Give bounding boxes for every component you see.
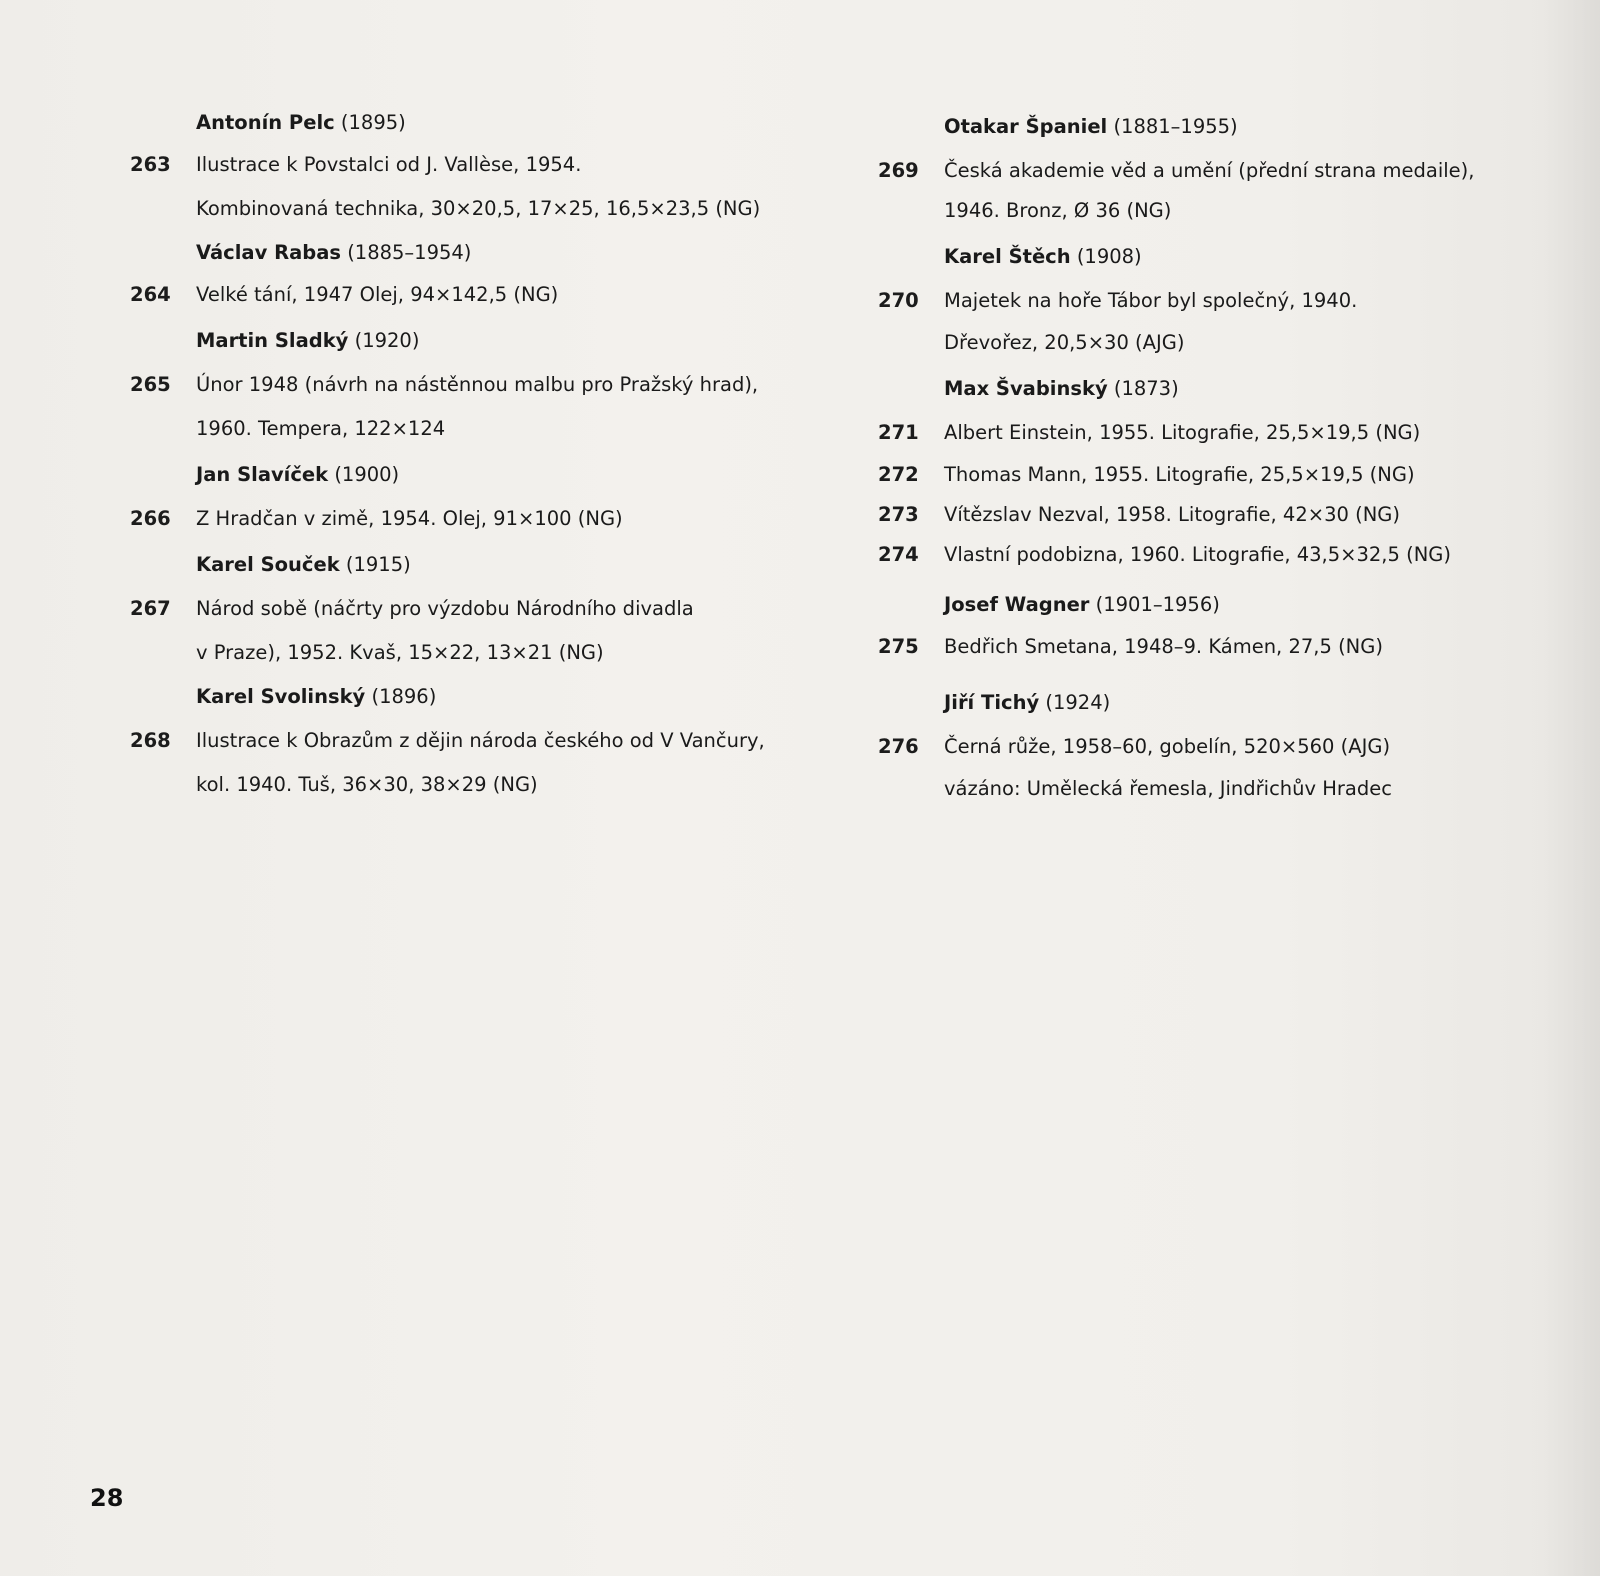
page-edge-shadow: [1540, 0, 1600, 1576]
entry-number: 272: [878, 463, 919, 486]
entry-text: Ilustrace k Obrazům z dějin národa českého od V Vančury,: [196, 729, 765, 752]
artist-name: Jan Slavíček: [196, 463, 329, 486]
artist-name: Karel Souček: [196, 553, 340, 576]
artist-name: Karel Svolinský: [196, 685, 366, 708]
entry-number: 268: [130, 729, 171, 752]
entry-text: Bedřich Smetana, 1948–9. Kámen, 27,5 (NG): [944, 635, 1383, 658]
artist-name: Josef Wagner: [944, 593, 1090, 616]
entry-number: 264: [130, 283, 171, 306]
page-number: 28: [90, 1484, 124, 1512]
artist-name: Otakar Španiel: [944, 115, 1108, 138]
artist-line: [196, 240, 471, 266]
entry-text: 1946. Bronz, Ø 36 (NG): [944, 199, 1172, 222]
entry-text: Únor 1948 (návrh na nástěnnou malbu pro Pražský hrad),: [196, 373, 759, 396]
artist-dates: (1915): [345, 553, 411, 576]
artist-name: Antonín Pelc: [196, 111, 335, 134]
entry-text: Majetek na hoře Tábor byl společný, 1940.: [944, 289, 1358, 312]
entry-text: Vlastní podobizna, 1960. Litografie, 43,5×32,5 (NG): [944, 543, 1452, 566]
artist-line: [944, 690, 1110, 716]
entry-text: Kombinovaná technika, 30×20,5, 17×25, 16,5×23,5 (NG): [196, 197, 761, 220]
artist-line: [196, 110, 406, 136]
entry-number: 274: [878, 543, 919, 566]
artist-name: Karel Štěch: [944, 245, 1071, 268]
artist-line: [944, 244, 1142, 270]
artist-line: [196, 328, 419, 354]
artist-dates: (1896): [371, 685, 437, 708]
artist-dates: (1924): [1045, 691, 1111, 714]
entry-text: Dřevořez, 20,5×30 (AJG): [944, 331, 1185, 354]
entry-text: vázáno: Umělecká řemesla, Jindřichův Hradec: [944, 777, 1392, 800]
entry-text: Vítězslav Nezval, 1958. Litografie, 42×30 (NG): [944, 503, 1401, 526]
artist-line: [944, 376, 1179, 402]
artist-name: Václav Rabas: [196, 241, 341, 264]
entry-number: 273: [878, 503, 919, 526]
entry-text: Česká akademie věd a umění (přední strana medaile),: [944, 159, 1475, 182]
artist-dates: (1920): [354, 329, 420, 352]
entry-text: Národ sobě (náčrty pro výzdobu Národního divadla: [196, 597, 694, 620]
artist-name: Max Švabinský: [944, 377, 1108, 400]
entry-text: Thomas Mann, 1955. Litografie, 25,5×19,5 (NG): [944, 463, 1415, 486]
entry-number: 267: [130, 597, 171, 620]
artist-dates: (1873): [1113, 377, 1179, 400]
entry-text: v Praze), 1952. Kvaš, 15×22, 13×21 (NG): [196, 641, 604, 664]
entry-text: Černá růže, 1958–60, gobelín, 520×560 (AJG): [944, 735, 1391, 758]
artist-dates: (1895): [340, 111, 406, 134]
entry-number: 266: [130, 507, 171, 530]
entry-text: Velké tání, 1947 Olej, 94×142,5 (NG): [196, 283, 559, 306]
artist-dates: (1900): [334, 463, 400, 486]
artist-line: [196, 684, 436, 710]
entry-text: kol. 1940. Tuš, 36×30, 38×29 (NG): [196, 773, 538, 796]
entry-number: 265: [130, 373, 171, 396]
artist-dates: (1908): [1076, 245, 1142, 268]
entry-text: Z Hradčan v zimě, 1954. Olej, 91×100 (NG): [196, 507, 623, 530]
artist-line: [944, 592, 1220, 618]
artist-line: [196, 552, 411, 578]
entry-number: 270: [878, 289, 919, 312]
entry-number: 271: [878, 421, 919, 444]
entry-text: 1960. Tempera, 122×124: [196, 417, 446, 440]
entry-text: Ilustrace k Povstalci od J. Vallèse, 1954.: [196, 153, 582, 176]
artist-name: Martin Sladký: [196, 329, 349, 352]
artist-name: Jiří Tichý: [944, 691, 1040, 714]
artist-dates: (1881–1955): [1113, 115, 1238, 138]
artist-line: [196, 462, 399, 488]
entry-number: 269: [878, 159, 919, 182]
entry-number: 263: [130, 153, 171, 176]
artist-dates: (1885–1954): [347, 241, 472, 264]
artist-line: [944, 114, 1238, 140]
entry-number: 276: [878, 735, 919, 758]
entry-number: 275: [878, 635, 919, 658]
artist-dates: (1901–1956): [1095, 593, 1220, 616]
entry-text: Albert Einstein, 1955. Litografie, 25,5×19,5 (NG): [944, 421, 1421, 444]
